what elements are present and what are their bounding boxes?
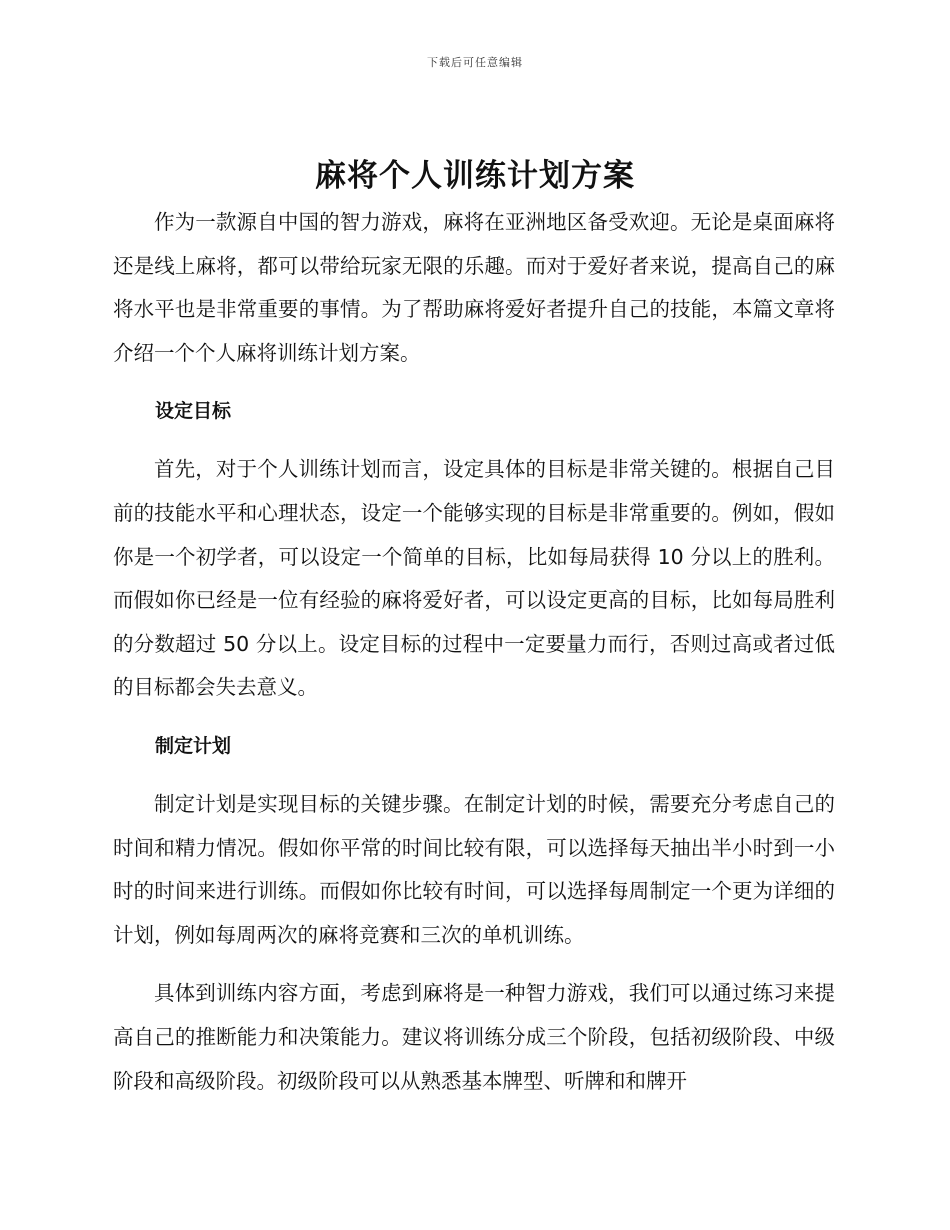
section-heading-make-plan: 制定计划 xyxy=(155,734,232,757)
header-note: 下载后可任意编辑 xyxy=(427,56,523,69)
paragraph-make-plan: 制定计划是实现目标的关键步骤。在制定计划的时候，需要充分考虑自己的时间和精力情况。假如你平常的时间比较有限，可以选择每天抽出半小时到一小时的时间来进行训练。而假如你比较有时间，可以选择每周制定一个更为详细的计划，例如每周两次的麻将竞赛和三次的单机训练。 xyxy=(113,791,835,947)
paragraph-set-goals: 首先，对于个人训练计划而言，设定具体的目标是非常关键的。根据自己目前的技能水平和心理状态，设定一个能够实现的目标是非常重要的。例如，假如你是一个初学者，可以设定一个简单的目标，比如每局获得 10 分以上的胜利。而假如你已经是一位有经验的麻将爱好者，可以设定更高的目标，比如每局胜利的分数超过 50 分以上。设定目标的过程中一定要量力而行，否则过高或者过低的目标都会失去意义。 xyxy=(113,457,835,700)
section-heading-set-goals: 设定目标 xyxy=(155,400,232,423)
document-title: 麻将个人训练计划方案 xyxy=(315,158,635,194)
paragraph-training-content: 具体到训练内容方面，考虑到麻将是一种智力游戏，我们可以通过练习来提高自己的推断能力和决策能力。建议将训练分成三个阶段，包括初级阶段、中级阶段和高级阶段。初级阶段可以从熟悉基本牌型、听牌和和牌开 xyxy=(113,981,835,1093)
intro-paragraph: 作为一款源自中国的智力游戏，麻将在亚洲地区备受欢迎。无论是桌面麻将还是线上麻将，都可以带给玩家无限的乐趣。而对于爱好者来说，提高自己的麻将水平也是非常重要的事情。为了帮助麻将爱好者提升自己的技能，本篇文章将介绍一个个人麻将训练计划方案。 xyxy=(113,210,835,365)
document-body xyxy=(113,201,835,1103)
